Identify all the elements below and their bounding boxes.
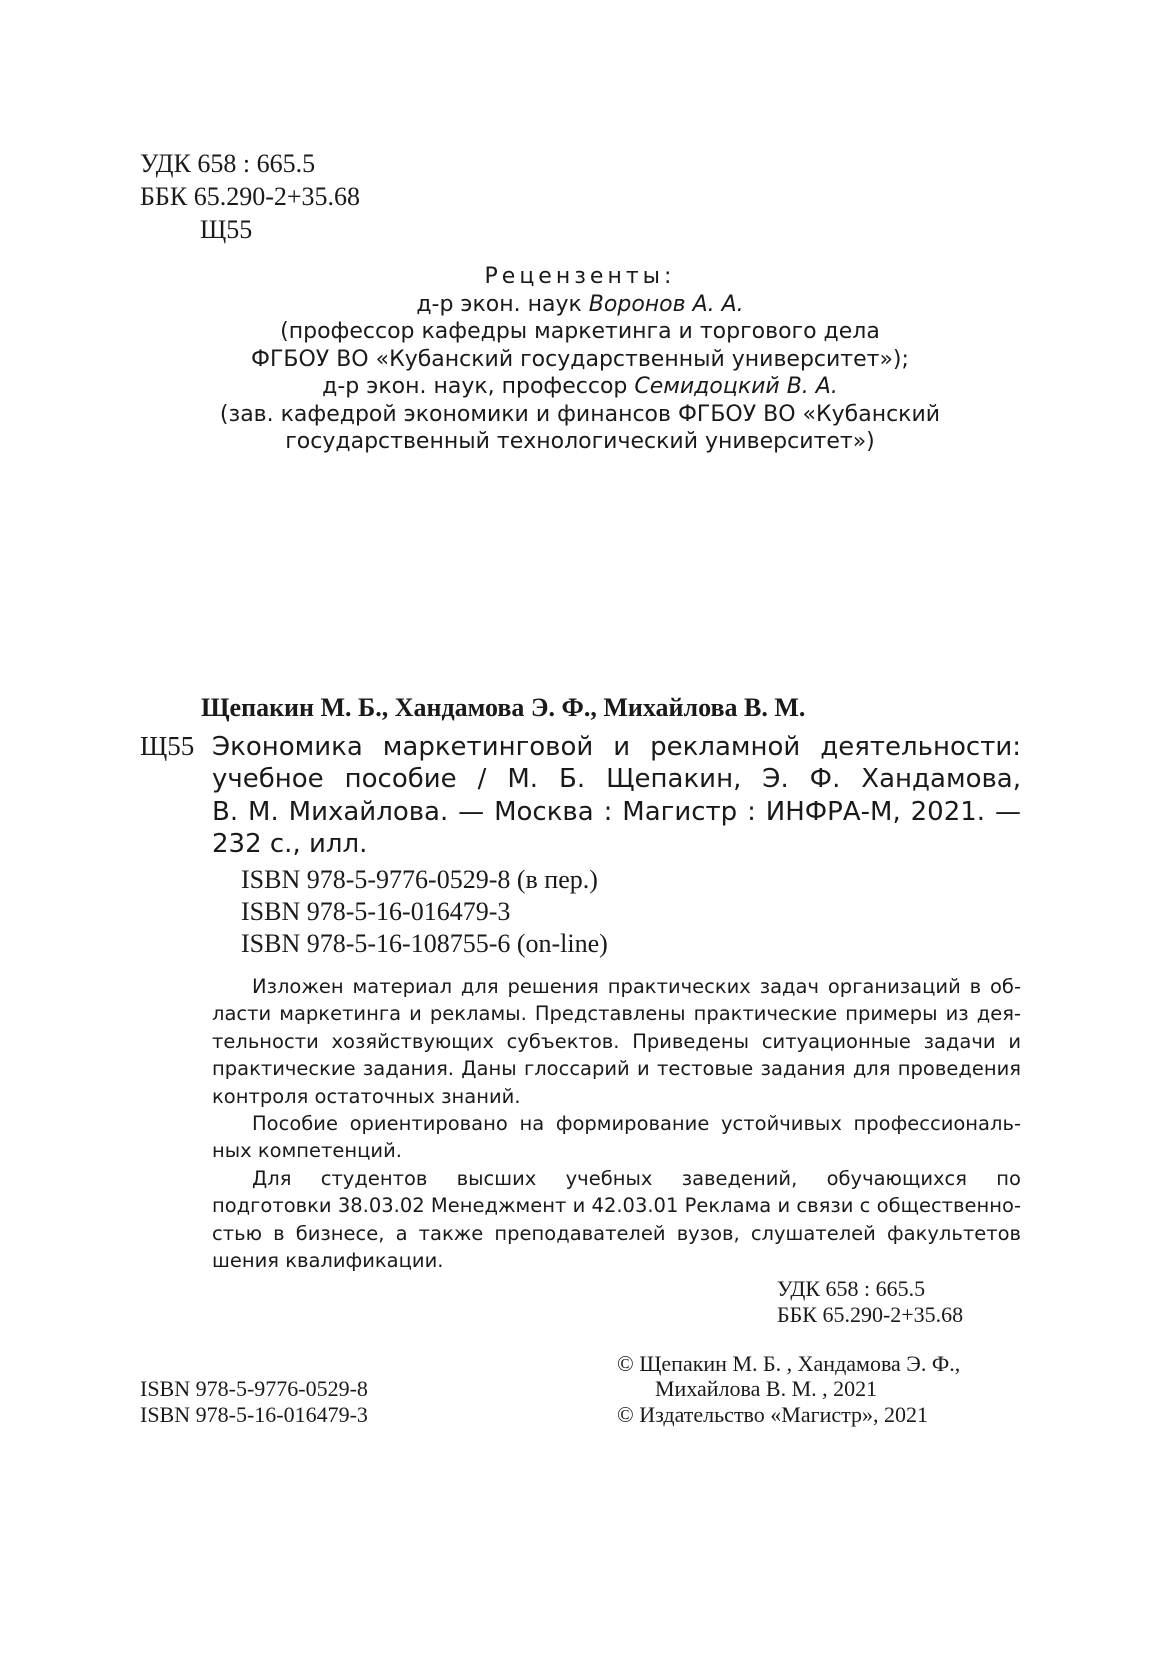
reviewer-text: ФГБОУ ВО «Кубанский государственный университет»); — [251, 346, 909, 372]
reviewer-line — [140, 318, 1020, 346]
annotation-line: практические задания. Даны глоссарий и тестовые задания для проведения — [212, 1057, 1021, 1081]
annotation-line: подготовки 38.03.02 Менеджмент и 42.03.01 Реклама и связи с общественно- — [212, 1194, 1021, 1218]
reviewer-text: д-р экон. наук, профессор — [322, 374, 635, 399]
reviewer-text: (зав. кафедрой экономики и финансов ФГБОУ ВО «Кубанский — [219, 401, 941, 427]
reviewer-text: государственный технологический университет») — [285, 429, 875, 454]
catalog-isbn: ISBN 978-5-9776-0529-8 (в пер.) — [241, 865, 598, 894]
annotation-line: контроля остаточных знаний. — [212, 1084, 521, 1108]
reviewer-text: д-р экон. наук — [416, 291, 589, 317]
footer-bbk: ББК 65.290-2+35.68 — [777, 1302, 964, 1327]
reviewer-name: Семидоцкий В. А. — [634, 374, 838, 399]
footer-udk: УДК 658 : 665.5 — [777, 1276, 926, 1301]
reviewer-text: (профессор кафедры маркетинга и торгового дела — [280, 319, 880, 344]
author-sign-code: Щ55 — [200, 215, 253, 244]
annotation-line: тельности хозяйствующих субъектов. Приведены ситуационные задачи и — [212, 1029, 1021, 1053]
annotation-line: Изложен материал для решения практических задач организаций в об- — [252, 975, 1021, 998]
annotation-line: Пособие ориентировано на формирование устойчивых профессиональ- — [252, 1111, 1021, 1135]
catalog-description — [212, 731, 1021, 860]
catalog-code: Щ55 — [140, 731, 195, 761]
reviewer-name: Воронов А. А. — [588, 291, 744, 317]
reviewer-line — [140, 373, 1020, 401]
udk-code: УДК 658 : 665.5 — [140, 149, 316, 178]
reviewer-line — [140, 346, 1020, 374]
catalog-authors: Щепакин М. Б., Хандамова Э. Ф., Михайлова В. М. — [201, 693, 806, 722]
reviewer-line — [140, 291, 1020, 319]
copyright-line: © Издательство «Магистр», 2021 — [617, 1402, 929, 1427]
copyright-line: © Щепакин М. Б. , Хандамова Э. Ф., — [617, 1351, 961, 1376]
copyright-line: Михайлова В. М. , 2021 — [655, 1376, 878, 1401]
annotation-line: ласти маркетинга и рекламы. Представлены практические примеры из дея- — [212, 1002, 1021, 1026]
catalog-isbn: ISBN 978-5-16-016479-3 — [241, 897, 511, 926]
description-line: Экономика маркетинговой и рекламной деятельности: — [212, 732, 1021, 762]
reviewers-block — [140, 263, 1020, 456]
catalog-isbn: ISBN 978-5-16-108755-6 (on-line) — [241, 929, 608, 958]
reviewers-heading: Рецензенты: — [484, 264, 676, 289]
footer-isbn: ISBN 978-5-16-016479-3 — [140, 1402, 368, 1427]
annotation-line: стью в бизнесе, а также преподавателей вузов, слушателей факультетов — [212, 1221, 1021, 1245]
annotation-line: ных компетенций. — [212, 1139, 402, 1163]
reviewer-line — [140, 428, 1020, 456]
annotation-line: Для студентов высших учебных заведений, обучающихся по — [252, 1166, 1021, 1190]
description-line: В. М. Михайлова. — Москва : Магистр : ИНФРА-М, 2021. — — [212, 796, 1021, 827]
description-line: 232 с., илл. — [212, 828, 368, 859]
footer-isbn: ISBN 978-5-9776-0529-8 — [140, 1376, 368, 1401]
bbk-code: ББК 65.290-2+35.68 — [140, 182, 361, 211]
description-line: учебное пособие / М. Б. Щепакин, Э. Ф. Хандамова, — [212, 764, 1021, 795]
reviewer-line — [140, 401, 1020, 429]
annotation-line: шения квалификации. — [212, 1248, 444, 1272]
annotation — [212, 973, 1021, 1274]
